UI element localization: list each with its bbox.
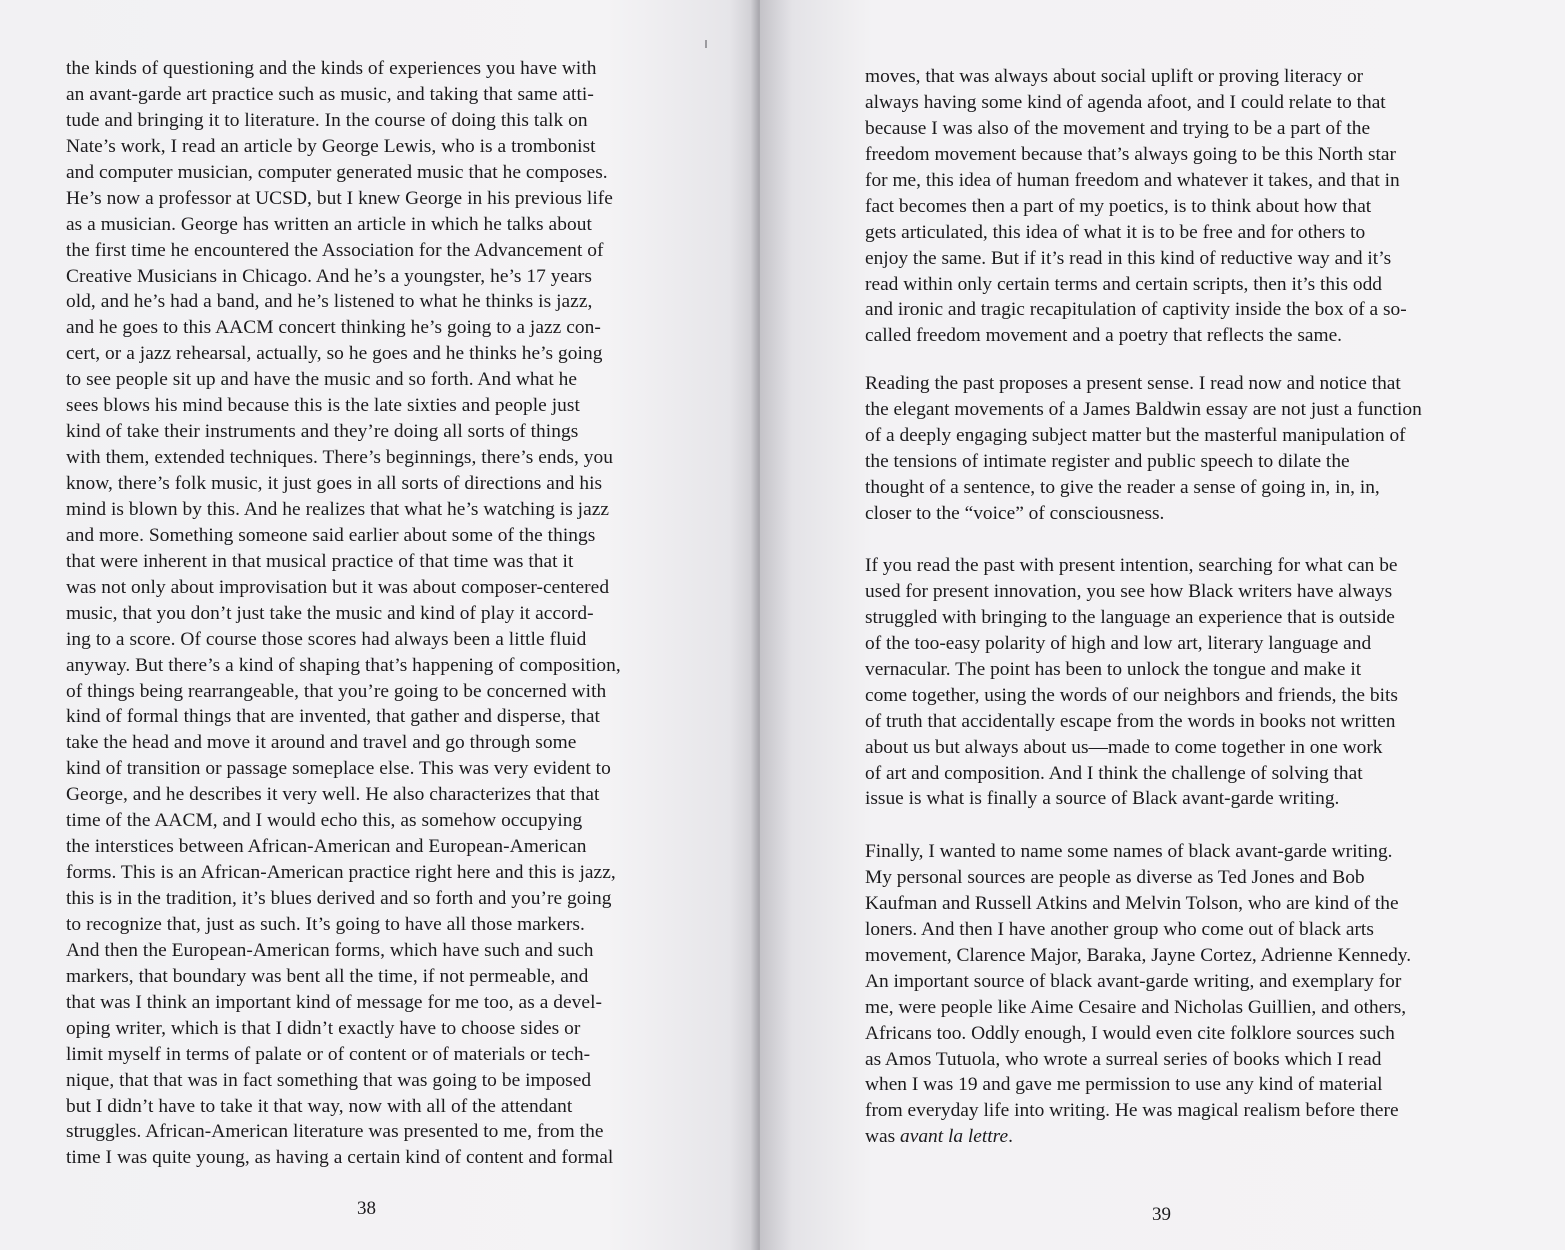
text-line: freedom movement because that’s always going to be this North star <box>865 143 1396 165</box>
text-line: and he goes to this AACM concert thinking he’s going to a jazz con- <box>66 317 601 339</box>
text-line: me, were people like Aime Cesaire and Nicholas Guillien, and others, <box>865 996 1407 1018</box>
text-line: know, there’s folk music, it just goes in all sorts of directions and his <box>66 473 603 494</box>
text-line: Reading the past proposes a present sense. I read now and notice that <box>865 373 1401 394</box>
text-line: kind of take their instruments and they’re doing all sorts of things <box>66 421 579 443</box>
text-line: the elegant movements of a James Baldwin essay are not just a function <box>865 398 1422 420</box>
paragraph-1 <box>865 64 1407 349</box>
text-line: because I was also of the movement and trying to be a part of the <box>865 117 1371 139</box>
text-line: an avant-garde art practice such as music, and taking that same atti- <box>66 83 594 105</box>
text-line: fact becomes then a part of my poetics, is to think about how that <box>865 195 1372 217</box>
text-line: the kinds of questioning and the kinds of experiences you have with <box>66 58 597 79</box>
text-line: of things being rearrangeable, that you’re going to be concerned with <box>66 680 607 702</box>
text-line: of art and composition. And I think the challenge of solving that <box>865 762 1363 784</box>
text-line: Kaufman and Russell Atkins and Melvin Tolson, who are kind of the <box>865 892 1399 914</box>
text-line: Africans too. Oddly enough, I would even cite folklore sources such <box>865 1022 1395 1044</box>
text-line: with them, extended techniques. There’s beginnings, there’s ends, you <box>66 447 613 469</box>
text-line: from everyday life into writing. He was magical realism before there <box>865 1100 1399 1122</box>
text-line: limit myself in terms of palate or of content or of materials or tech- <box>66 1043 591 1065</box>
text-line: to see people sit up and have the music and so forth. And what he <box>66 369 578 391</box>
text-line: of truth that accidentally escape from the words in books not written <box>865 710 1396 732</box>
text-line: moves, that was always about social uplift or proving literacy or <box>865 66 1364 87</box>
text-line: thought of a sentence, to give the reader a sense of going in, in, in, <box>865 476 1380 498</box>
text-line: enjoy the same. But if it’s read in this kind of reductive way and it’s <box>865 247 1392 269</box>
text-line: and ironic and tragic recapitulation of captivity inside the box of a so- <box>865 299 1407 321</box>
page-number-right: 39 <box>1152 1204 1171 1225</box>
text-line: kind of formal things that are invented, that gather and disperse, that <box>66 706 600 728</box>
text-line: nique, that that was in fact something that was going to be imposed <box>66 1069 592 1091</box>
text-line: George, and he describes it very well. He also characterizes that that <box>66 784 600 806</box>
text-line: gets articulated, this idea of what it is to be free and for others to <box>865 221 1366 243</box>
text-line: Finally, I wanted to name some names of black avant-garde writing. <box>865 841 1393 862</box>
text-line: the tensions of intimate register and public speech to dilate the <box>865 450 1350 472</box>
text-line: forms. This is an African-American practice right here and this is jazz, <box>66 862 616 884</box>
text-line: tude and bringing it to literature. In the course of doing this talk on <box>66 109 588 131</box>
text-line: and more. Something someone said earlier about some of the things <box>66 524 596 546</box>
text-line: An important source of black avant-garde writing, and exemplary for <box>865 970 1402 992</box>
text-line: time I was quite young, as having a certain kind of content and formal <box>66 1147 614 1169</box>
paragraph-2 <box>865 371 1422 527</box>
last-line-suffix: . <box>1008 1126 1013 1148</box>
text-line: Nate’s work, I read an article by George Lewis, who is a trombonist <box>66 135 596 157</box>
last-line-italic: avant la lettre <box>900 1126 1009 1148</box>
text-line: of the too-easy polarity of high and low art, literary language and <box>865 632 1372 654</box>
text-line: for me, this idea of human freedom and whatever it takes, and that in <box>865 169 1400 191</box>
text-line: loners. And then I have another group who come out of black arts <box>865 918 1374 940</box>
text-line: movement, Clarence Major, Baraka, Jayne Cortez, Adrienne Kennedy. <box>865 944 1412 966</box>
text-line: issue is what is finally a source of Black avant-garde writing. <box>865 788 1340 810</box>
page-number-left: 38 <box>357 1198 376 1219</box>
text-line: always having some kind of agenda afoot, and I could relate to that <box>865 91 1386 113</box>
text-line: anyway. But there’s a kind of shaping that’s happening of composition, <box>66 654 621 676</box>
left-page <box>0 0 760 1250</box>
text-line: this is in the tradition, it’s blues derived and so forth and you’re going <box>66 888 612 909</box>
text-line: come together, using the words of our neighbors and friends, the bits <box>865 684 1398 706</box>
text-line: used for present innovation, you see how Black writers have always <box>865 580 1393 602</box>
text-line: struggled with bringing to the language an experience that is outside <box>865 606 1395 628</box>
text-line: read within only certain terms and certain scripts, then it’s this odd <box>865 273 1382 295</box>
text-line-last <box>865 1124 1411 1150</box>
left-page-text <box>66 56 621 1171</box>
text-line: as Amos Tutuola, who wrote a surreal series of books which I read <box>865 1048 1382 1070</box>
text-line: closer to the “voice” of consciousness. <box>865 502 1165 524</box>
text-line: markers, that boundary was bent all the time, if not permeable, and <box>66 965 589 987</box>
text-line: mind is blown by this. And he realizes that what he’s watching is jazz <box>66 498 610 520</box>
text-line: was not only about improvisation but it was about composer-centered <box>66 576 610 598</box>
text-line: Creative Musicians in Chicago. And he’s a youngster, he’s 17 years <box>66 265 592 287</box>
paragraph-4 <box>865 839 1411 1150</box>
text-line: sees blows his mind because this is the late sixties and people just <box>66 395 580 417</box>
text-line: about us but always about us—made to come together in one work <box>865 736 1383 758</box>
text-line: He’s now a professor at UCSD, but I knew George in his previous life <box>66 187 613 209</box>
text-line: to recognize that, just as such. It’s going to have all those markers. <box>66 913 585 935</box>
text-line: that were inherent in that musical practice of that time was that it <box>66 550 574 572</box>
text-line: kind of transition or passage someplace else. This was very evident to <box>66 758 611 780</box>
text-line: that was I think an important kind of message for me too, as a devel- <box>66 991 603 1013</box>
text-line: old, and he’s had a band, and he’s listened to what he thinks is jazz, <box>66 291 593 313</box>
text-line: My personal sources are people as diverse as Ted Jones and Bob <box>865 866 1365 888</box>
text-line: oping writer, which is that I didn’t exactly have to choose sides or <box>66 1017 581 1039</box>
text-line: but I didn’t have to take it that way, now with all of the attendant <box>66 1095 573 1117</box>
text-line: music, that you don’t just take the music and kind of play it accord- <box>66 602 594 624</box>
text-line: struggles. African-American literature was presented to me, from the <box>66 1121 604 1143</box>
text-line: take the head and move it around and travel and go through some <box>66 732 577 754</box>
text-line: If you read the past with present intention, searching for what can be <box>865 555 1398 576</box>
text-line: the interstices between African-American and European-American <box>66 836 587 858</box>
last-line-prefix: was <box>865 1126 901 1148</box>
text-line: called freedom movement and a poetry that reflects the same. <box>865 325 1343 347</box>
paragraph-3 <box>865 553 1398 812</box>
text-line: time of the AACM, and I would echo this, as somehow occupying <box>66 810 583 832</box>
text-line: vernacular. The point has been to unlock the tongue and make it <box>865 658 1362 680</box>
text-line: cert, or a jazz rehearsal, actually, so he goes and he thinks he’s going <box>66 343 603 365</box>
text-line: of a deeply engaging subject matter but the masterful manipulation of <box>865 424 1406 446</box>
text-line: as a musician. George has written an article in which he talks about <box>66 213 592 235</box>
text-line: when I was 19 and gave me permission to use any kind of material <box>865 1074 1383 1096</box>
text-line: ing to a score. Of course those scores had always been a little fluid <box>66 628 587 650</box>
text-line: and computer musician, computer generated music that he composes. <box>66 161 608 183</box>
text-line: And then the European-American forms, which have such and such <box>66 939 594 961</box>
page-mark <box>705 40 707 48</box>
text-line: the first time he encountered the Association for the Advancement of <box>66 239 604 261</box>
